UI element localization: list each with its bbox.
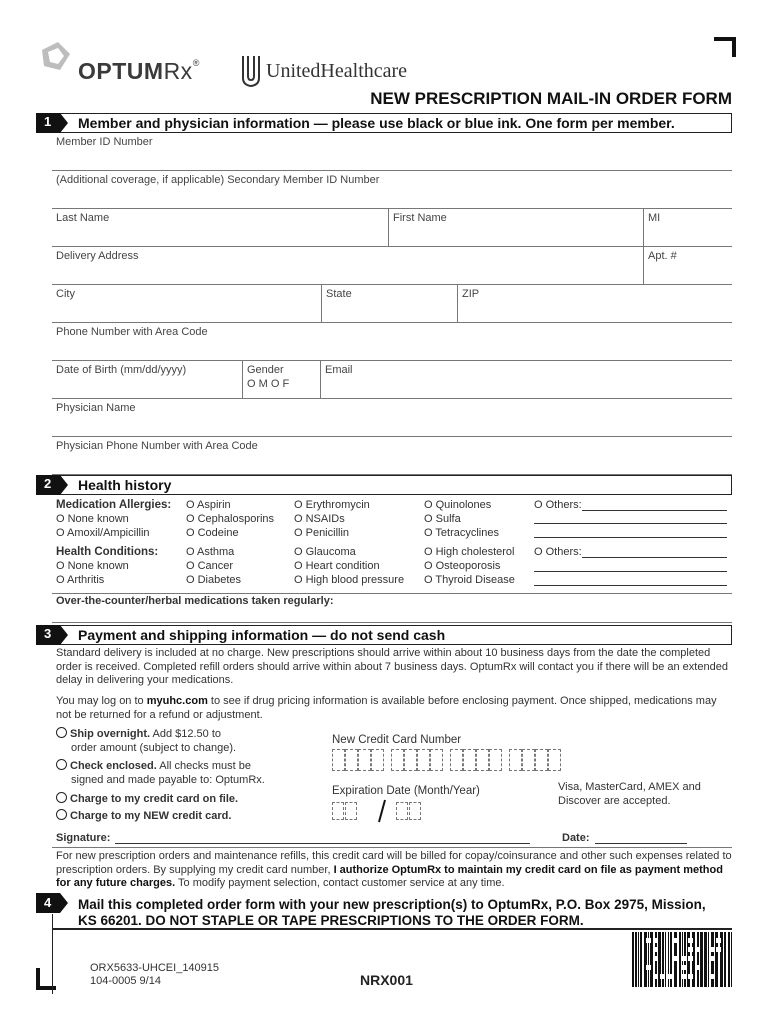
secondary-id-label: (Additional coverage, if applicable) Secondary Member ID Number [56,174,380,186]
expiration-label: Expiration Date (Month/Year) [332,785,480,797]
card-digit-box[interactable] [358,749,371,771]
physician-name-field[interactable] [52,399,732,437]
section-1-heading: Member and physician information — please use black or blue ink. One form per member. [78,115,675,131]
divider [52,847,732,848]
exp-month-box-1[interactable] [332,802,344,820]
card-digit-box[interactable] [476,749,489,771]
condition-arthritis[interactable]: O Arthritis [56,574,105,586]
physician-phone-label: Physician Phone Number with Area Code [56,440,258,452]
ship-overnight-option[interactable]: Ship overnight. Add $12.50 to order amount (subject to change). [56,727,236,755]
allergy-quinolones[interactable]: O Quinolones [424,499,492,511]
uhc-mark-icon [240,52,262,88]
form-codes: ORX5633-UHCEI_140915 104-0005 9/14 [90,962,220,987]
mailing-instructions: Mail this completed order form with your new prescription(s) to OptumRx, P.O. Box 2975, Mission, KS 66201. DO NOT STAPLE OR TAPE PRESCRIPTIONS TO THE ORDER FORM. [78,897,706,928]
phone-field[interactable] [52,323,732,361]
condition-glaucoma[interactable]: O Glaucoma [294,546,356,558]
section-3-number: 3 [44,626,52,641]
unitedhealthcare-logo [240,52,440,90]
card-digit-box[interactable] [391,749,404,771]
allergy-penicillin[interactable]: O Penicillin [294,527,350,539]
section-number-badge [36,625,68,645]
condition-diabetes[interactable]: O Diabetes [186,574,242,586]
condition-asthma[interactable]: O Asthma [186,546,235,558]
allergy-nsaids[interactable]: O NSAIDs [294,513,345,525]
card-digit-box[interactable] [463,749,476,771]
signature-label: Signature: [56,832,111,844]
allergy-tetracyclines[interactable]: O Tetracyclines [424,527,499,539]
signature-line[interactable] [115,843,530,844]
allergy-none-known[interactable]: O None known [56,513,129,525]
section-number-badge [36,475,68,495]
mi-label: MI [648,212,661,224]
allergy-others-line[interactable] [582,510,727,511]
condition-thyroid[interactable]: O Thyroid Disease [424,574,515,586]
otc-label: Over-the-counter/herbal medications taken regularly: [56,595,334,607]
condition-cancer[interactable]: O Cancer [186,560,234,572]
new-card-radio[interactable] [56,809,67,820]
zip-field[interactable] [458,285,732,323]
exp-year-box-1[interactable] [396,802,408,820]
card-on-file-option[interactable]: Charge to my credit card on file. [56,792,238,805]
gender-field[interactable] [243,361,321,399]
allergy-cephalosporins[interactable]: O Cephalosporins [186,513,275,525]
barcode-icon [632,932,732,987]
pricing-paragraph: You may log on to myuhc.com to see if drug pricing information is available before enclosing payment. Once shipped, medications may not be returned for a refund or adjustment. [56,695,717,721]
card-digit-box[interactable] [430,749,443,771]
optum-mark-icon [38,40,74,76]
section-3-header [36,625,732,645]
last-name-label: Last Name [56,212,110,224]
section-1-header [36,113,732,133]
check-enclosed-radio[interactable] [56,759,67,770]
section-4-number: 4 [44,895,52,910]
authorization-paragraph: For new prescription orders and maintenance refills, this credit card will be billed for copay/coinsurance and other such expenses related to prescription orders. By supplying my credit card number, I authorize OptumRx to maintain my credit card on file as payment method for any future charges. To modify payment selection, contact customer service at any time. [56,850,732,889]
exp-year-box-2[interactable] [409,802,421,820]
crop-mark-top-right [714,37,736,57]
member-id-field[interactable] [52,133,732,171]
card-digit-box[interactable] [345,749,358,771]
cards-accepted-note: Visa, MasterCard, AMEX and Discover are accepted. [558,781,701,807]
last-name-field[interactable] [52,209,389,247]
check-enclosed-option[interactable]: Check enclosed. All checks must be signed and made payable to: OptumRx. [56,759,265,787]
physician-phone-field[interactable] [52,437,732,475]
card-digit-box[interactable] [371,749,384,771]
allergy-amoxil[interactable]: O Amoxil/Ampicillin [56,527,150,539]
section-1-number: 1 [44,114,52,129]
email-field[interactable] [321,361,732,399]
city-field[interactable] [52,285,322,323]
form-title: NEW PRESCRIPTION MAIL-IN ORDER FORM [370,89,732,108]
allergy-codeine[interactable]: O Codeine [186,527,239,539]
card-digit-box[interactable] [535,749,548,771]
zip-label: ZIP [462,288,480,300]
condition-high-cholesterol[interactable]: O High cholesterol [424,546,515,558]
email-label: Email [325,364,353,376]
ship-overnight-radio[interactable] [56,727,67,738]
otc-field-line[interactable] [52,622,732,623]
condition-others[interactable]: O Others: [534,546,582,558]
card-digit-box[interactable] [417,749,430,771]
section-2-heading: Health history [78,477,172,493]
condition-heart[interactable]: O Heart condition [294,560,380,572]
first-name-field[interactable] [389,209,644,247]
card-on-file-radio[interactable] [56,792,67,803]
section-3-heading: Payment and shipping information — do not send cash [78,627,446,643]
city-label: City [56,288,75,300]
condition-none-known[interactable]: O None known [56,560,129,572]
section-number-badge [36,113,68,133]
secondary-member-id-field[interactable] [52,171,732,209]
new-card-number-label: New Credit Card Number [332,734,462,746]
allergy-aspirin[interactable]: O Aspirin [186,499,231,511]
condition-others-line-3[interactable] [534,585,727,586]
form-id: NRX001 [360,972,413,988]
apt-label: Apt. # [648,250,677,262]
condition-osteoporosis[interactable]: O Osteoporosis [424,560,501,572]
optumrx-logo: OPTUMRx® [38,38,218,88]
condition-others-line-2[interactable] [534,571,727,572]
slash-icon [376,798,388,824]
card-digit-box[interactable] [332,749,345,771]
gender-options[interactable]: O M O F [247,378,290,390]
card-digit-box[interactable] [509,749,522,771]
phone-label: Phone Number with Area Code [56,326,208,338]
state-field[interactable] [322,285,458,323]
section-2-header [36,475,732,495]
optum-rx-text: Rx [163,58,193,84]
condition-others-line[interactable] [582,557,727,558]
new-card-option[interactable]: Charge to my NEW credit card. [56,809,231,822]
allergy-sulfa[interactable]: O Sulfa [424,513,461,525]
allergy-others[interactable]: O Others: [534,499,582,511]
apt-field[interactable] [644,247,732,285]
uhc-brand-text: UnitedHealthcare [266,60,408,82]
card-digit-box[interactable] [404,749,417,771]
dob-label: Date of Birth (mm/dd/yyyy) [56,364,187,376]
divider [52,593,732,594]
delivery-paragraph: Standard delivery is included at no charge. New prescriptions should arrive within about 10 business days from the date the completed order is received. Completed refill orders should arrive within about 7 business days. OptumRx will contact you if there will be an extended delay in delivering your medications. [56,647,728,686]
delivery-address-field[interactable] [52,247,644,285]
date-label: Date: [562,832,590,844]
allergy-others-line-3[interactable] [534,537,727,538]
card-digit-box[interactable] [522,749,535,771]
allergies-label: Medication Allergies: [56,499,172,511]
gender-label: Gender [247,364,284,376]
state-label: State [326,288,352,300]
crop-mark-bottom-left [36,968,56,990]
section-2-number: 2 [44,476,52,491]
section-number-badge [36,893,68,913]
section-4-side-rule [52,914,53,994]
first-name-label: First Name [393,212,447,224]
condition-high-blood-pressure[interactable]: O High blood pressure [294,574,405,586]
member-id-label: Member ID Number [56,136,153,148]
card-digit-box[interactable] [548,749,561,771]
conditions-label: Health Conditions: [56,546,159,558]
card-digit-box[interactable] [489,749,502,771]
allergy-erythromycin[interactable]: O Erythromycin [294,499,370,511]
delivery-address-label: Delivery Address [56,250,139,262]
mi-field[interactable] [644,209,732,247]
optum-brand-text: OPTUM [78,58,164,84]
myuhc-link[interactable]: myuhc.com [146,695,208,707]
allergy-others-line-2[interactable] [534,523,727,524]
physician-name-label: Physician Name [56,402,136,414]
dob-field[interactable] [52,361,243,399]
date-line[interactable] [595,843,687,844]
card-digit-box[interactable] [450,749,463,771]
